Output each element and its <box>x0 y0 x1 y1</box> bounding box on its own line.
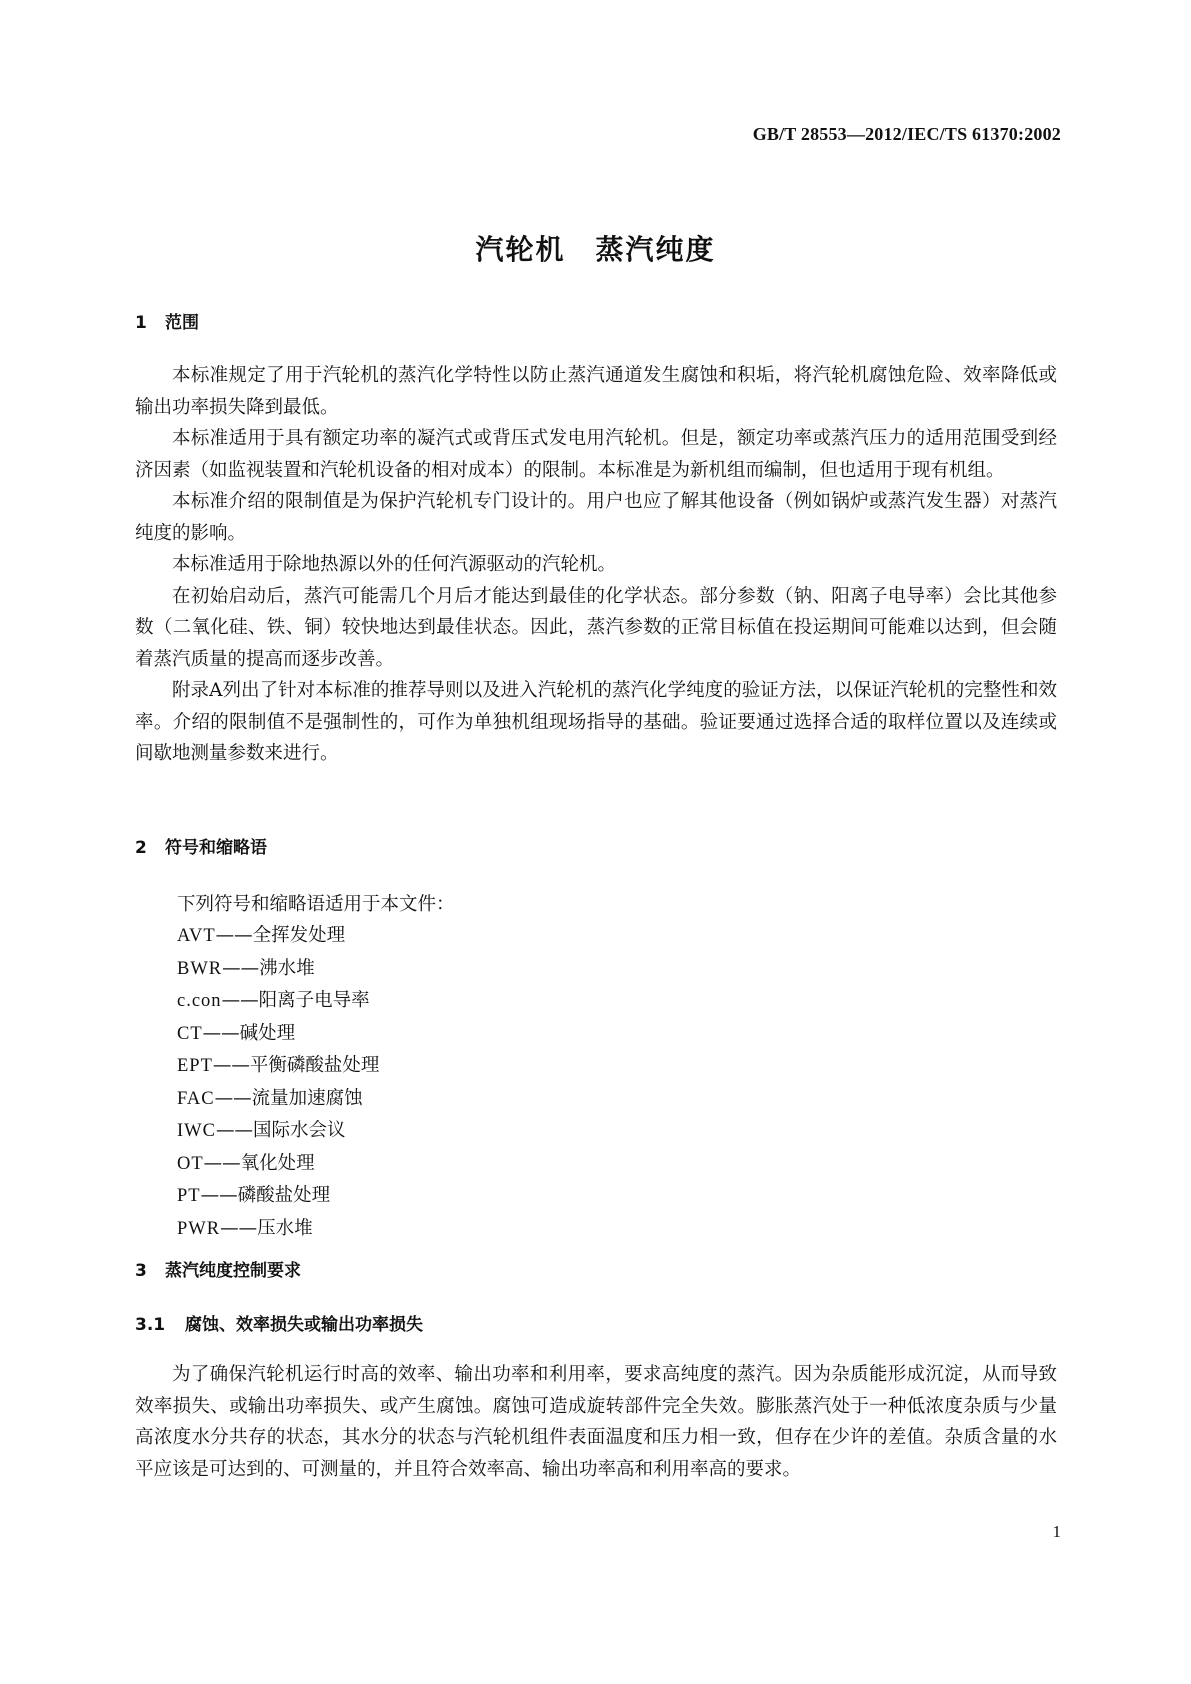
dash: —— <box>220 1217 258 1239</box>
abbreviation: PT <box>177 1186 201 1206</box>
page-number: 1 <box>1052 1522 1061 1541</box>
section-3-1-heading <box>135 1310 423 1335</box>
standard-code: GB/T 28553—2012/IEC/TS 61370:2002 <box>752 124 1061 144</box>
meaning: 平衡磷酸盐处理 <box>249 1055 380 1076</box>
meaning: 磷酸盐处理 <box>237 1185 331 1206</box>
meaning: 国际水会议 <box>252 1120 346 1141</box>
abbreviation: CT <box>177 1023 203 1044</box>
meaning: 全挥发处理 <box>252 925 346 946</box>
dash: —— <box>200 1185 238 1206</box>
list-item <box>177 953 379 986</box>
dash: —— <box>215 1120 253 1141</box>
abbreviation: FAC <box>177 1088 215 1109</box>
paragraph: 在初始启动后，蒸汽可能需几个月后才能达到最佳的化学状态。部分参数（钠、阳离子电导率）会比其他参数（二氧化硅、铁、铜）较快地达到最佳状态。因此，蒸汽参数的正常目标值在投运期间可能难以达到，但会随着蒸汽质量的提高而逐步改善。 <box>135 585 1057 670</box>
abbreviation: BWR <box>177 958 223 979</box>
paragraph: 本标准规定了用于汽轮机的蒸汽化学特性以防止蒸汽通道发生腐蚀和积垢，将汽轮机腐蚀危险、效率降低或输出功率损失降到最低。 <box>135 365 1057 418</box>
list-item <box>177 1083 379 1116</box>
symbols-intro: 下列符号和缩略语适用于本文件： <box>177 894 455 915</box>
section-title: 腐蚀、效率损失或输出功率损失 <box>185 1315 423 1335</box>
meaning: 碱处理 <box>239 1022 296 1044</box>
dash: —— <box>212 1055 250 1076</box>
section-number: 2 <box>135 838 147 858</box>
meaning: 压水堆 <box>257 1217 313 1239</box>
meaning: 阳离子电导率 <box>258 990 370 1011</box>
abbreviation: AVT <box>177 926 216 946</box>
section-number: 3.1 <box>135 1315 166 1335</box>
paragraph: 本标准介绍的限制值是为保护汽轮机专门设计的。用户也应了解其他设备（例如锅炉或蒸汽发生器）对蒸汽纯度的影响。 <box>135 491 1057 544</box>
section-3-heading <box>135 1256 301 1281</box>
section-1-heading <box>135 308 199 333</box>
section-number: 1 <box>135 313 147 333</box>
meaning: 氧化处理 <box>240 1152 315 1174</box>
meaning: 流量加速腐蚀 <box>251 1087 363 1109</box>
list-item <box>177 1148 379 1181</box>
list-item <box>177 1018 379 1051</box>
abbreviation: c.con <box>177 991 222 1011</box>
dash: —— <box>202 1022 240 1044</box>
list-item <box>177 920 379 953</box>
dash: —— <box>215 925 253 946</box>
list-item <box>177 1213 379 1246</box>
paragraph: 附录A列出了针对本标准的推荐导则以及进入汽轮机的蒸汽化学纯度的验证方法，以保证汽轮机的完整性和效率。介绍的限制值不是强制性的，可作为单独机组现场指导的基础。验证要通过选择合适的取样位置以及连续或间歇地测量参数来进行。 <box>135 680 1057 764</box>
abbreviation: IWC <box>177 1121 216 1141</box>
section-title: 范围 <box>165 313 199 333</box>
dash: —— <box>222 957 260 979</box>
meaning: 沸水堆 <box>259 957 315 979</box>
section-number: 3 <box>135 1261 147 1281</box>
list-item <box>177 1115 379 1148</box>
paragraph: 为了确保汽轮机运行时高的效率、输出功率和利用率，要求高纯度的蒸汽。因为杂质能形成沉淀，从而导致效率损失、或输出功率损失、或产生腐蚀。腐蚀可造成旋转部件完全失效。膨胀蒸汽处于一种低浓度杂质与少量高浓度水分共存的状态，其水分的状态与汽轮机组件表面温度和压力相一致，但存在少许的差值。杂质含量的水平应该是可达到的、可测量的，并且符合效率高、输出功率高和利用率高的要求。 <box>135 1364 1057 1480</box>
section-2-heading <box>135 833 267 858</box>
paragraph: 本标准适用于除地热源以外的任何汽源驱动的汽轮机。 <box>172 554 617 575</box>
list-item <box>177 1050 379 1083</box>
list-item <box>177 1180 379 1213</box>
section-title: 蒸汽纯度控制要求 <box>165 1261 301 1281</box>
section-title: 符号和缩略语 <box>165 838 267 858</box>
dash: —— <box>203 1152 241 1174</box>
abbreviation: OT <box>177 1153 204 1174</box>
section-3-1-body <box>135 1359 1057 1485</box>
list-item <box>177 985 379 1018</box>
dash: —— <box>214 1087 252 1109</box>
abbreviation: EPT <box>177 1056 213 1076</box>
dash: —— <box>221 990 259 1011</box>
document-title: 汽轮机 蒸汽纯度 <box>475 233 716 266</box>
paragraph: 本标准适用于具有额定功率的凝汽式或背压式发电用汽轮机。但是，额定功率或蒸汽压力的适用范围受到经济因素（如监视装置和汽轮机设备的相对成本）的限制。本标准是为新机组而编制，但也适用于现有机组。 <box>135 428 1057 481</box>
abbreviation: PWR <box>177 1218 221 1239</box>
symbols-list <box>177 920 379 1245</box>
section-1-body <box>135 360 1057 770</box>
